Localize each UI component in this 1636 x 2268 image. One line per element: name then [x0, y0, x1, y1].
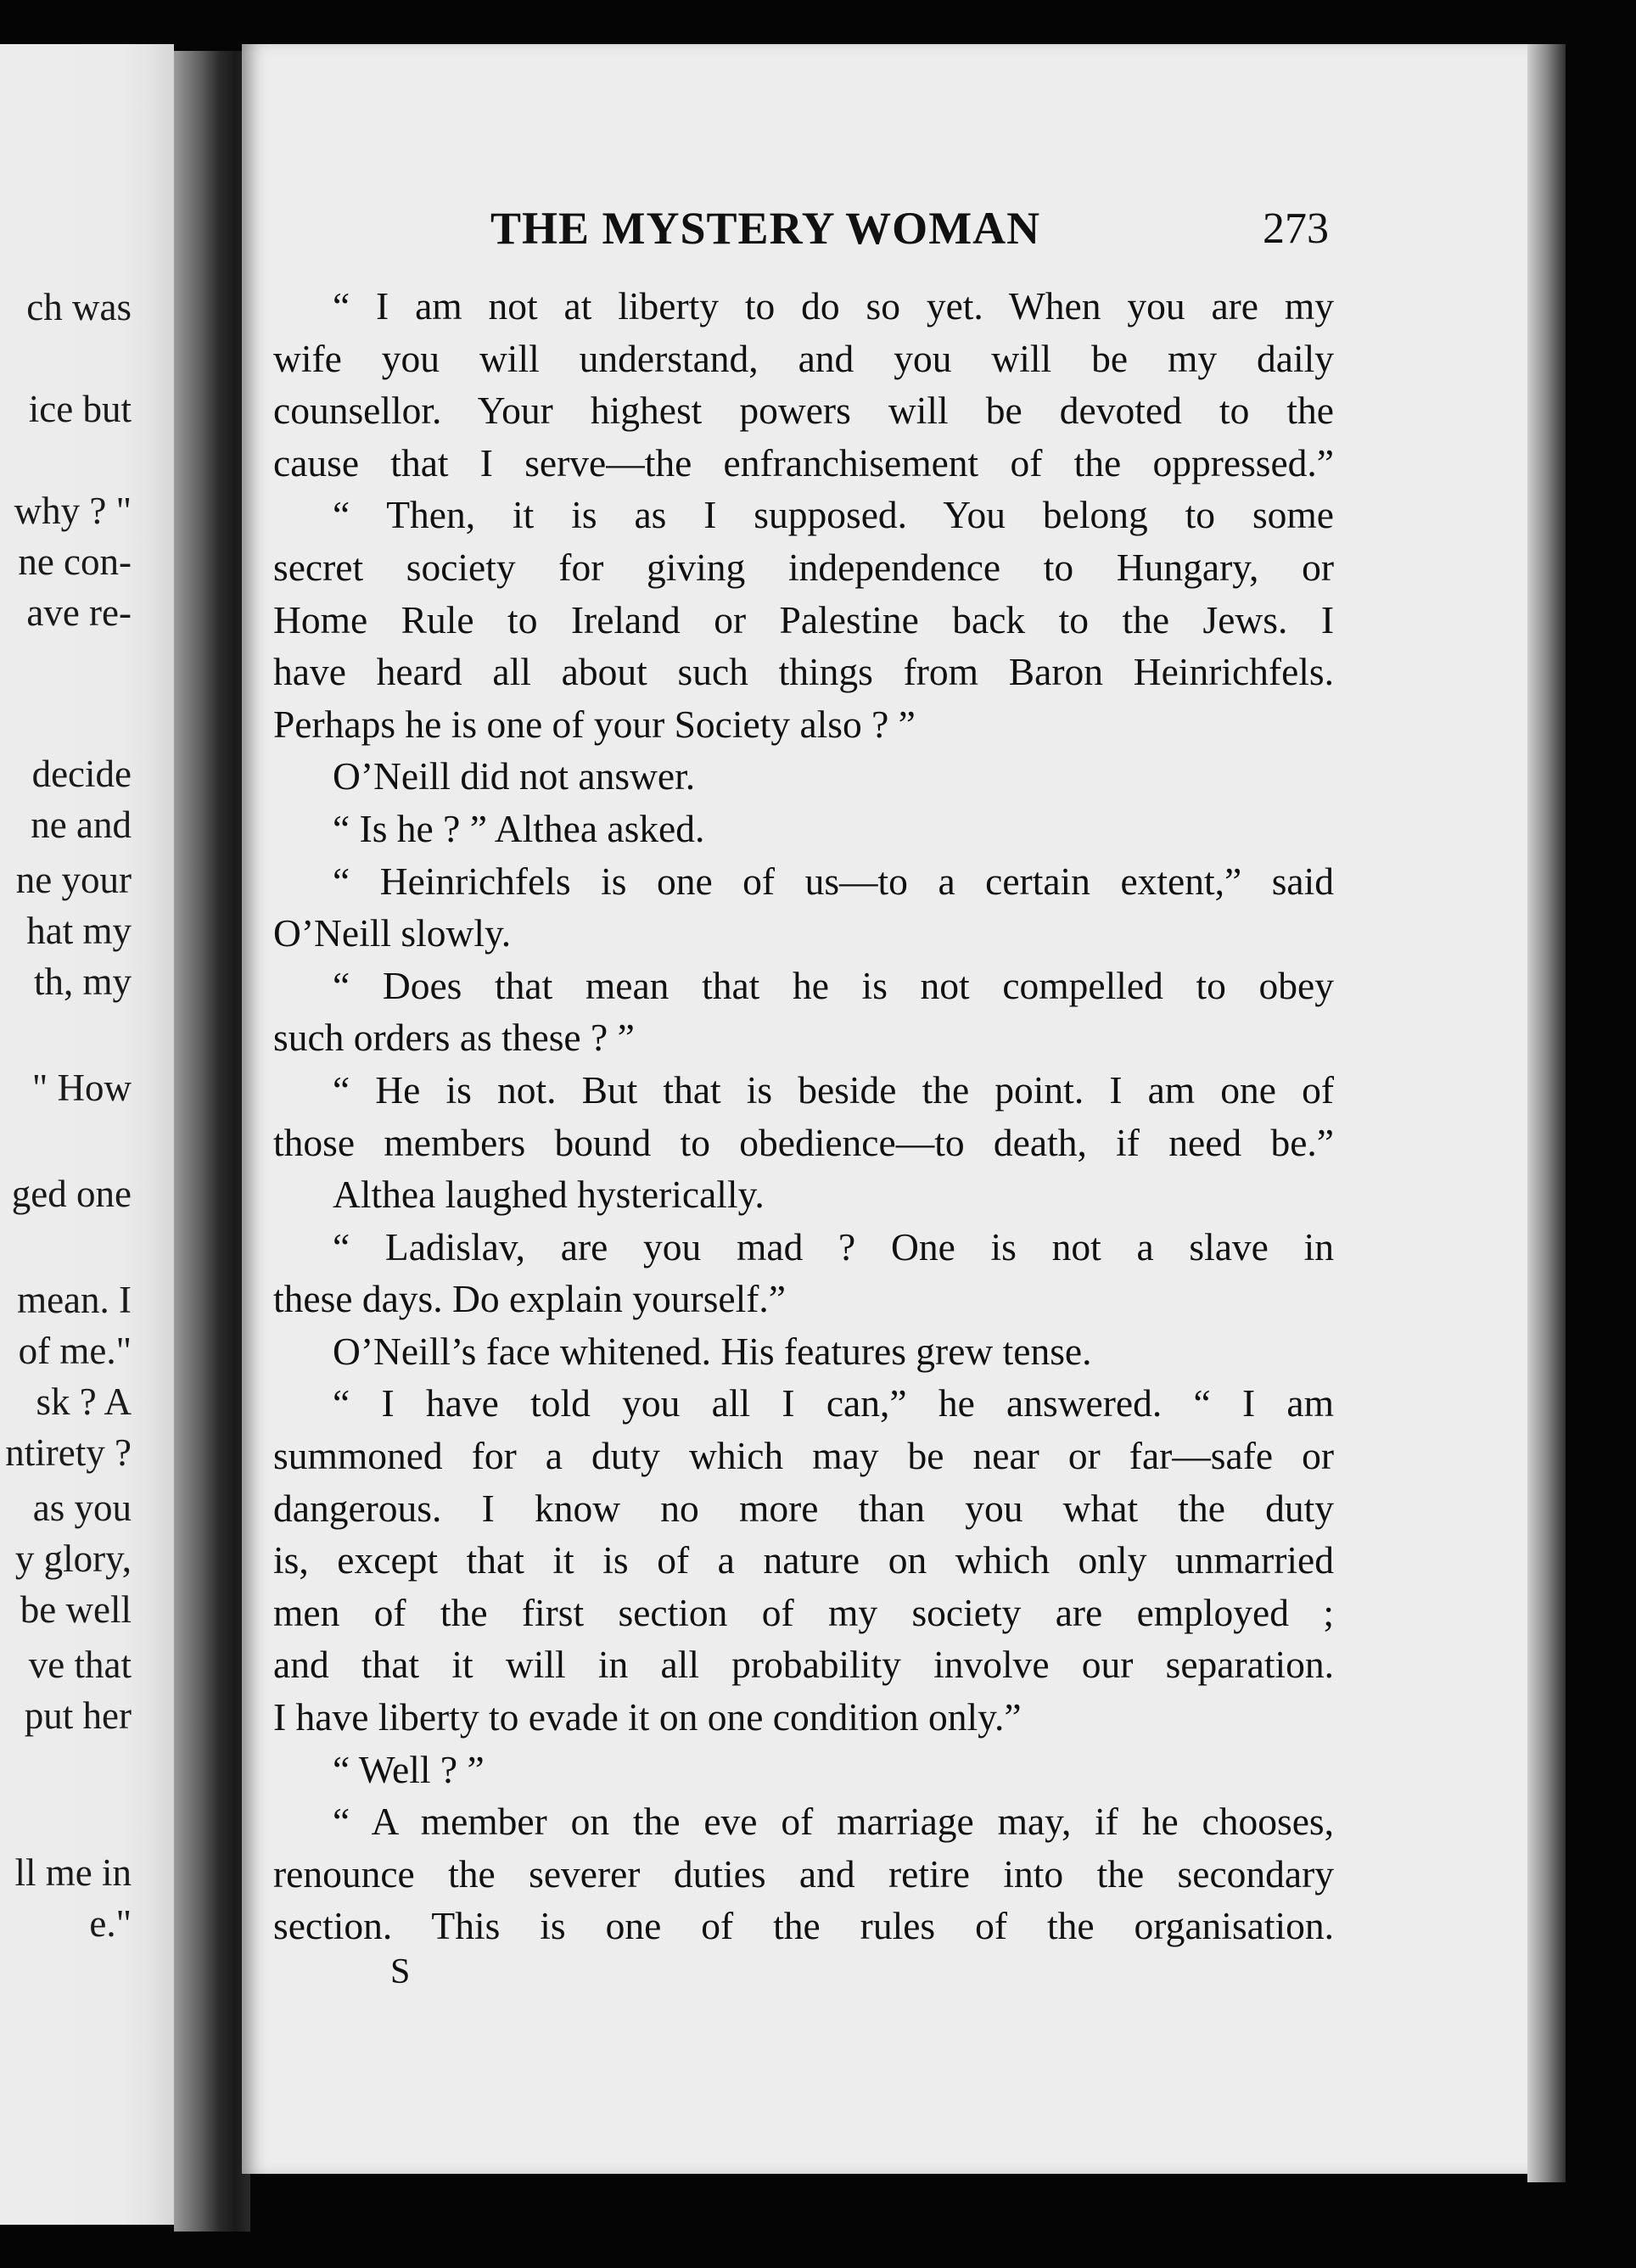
left-page-fragment: ave re-: [26, 591, 132, 634]
text-line: summoned for a duty which may be near or far—safe or: [273, 1434, 1334, 1478]
left-page-fragment: sk ? A: [36, 1380, 132, 1423]
text-line: secret society for giving independence to Hungary, or: [273, 545, 1334, 589]
page-number: 273: [1263, 204, 1329, 253]
text-line: Home Rule to Ireland or Palestine back to the Jews. I: [273, 597, 1334, 641]
text-line: and that it will in all probability involve our separation.: [273, 1643, 1334, 1687]
left-page-fragment: ntirety ?: [5, 1431, 132, 1474]
left-page-fragment: th, my: [33, 960, 132, 1003]
text-line: “ Heinrichfels is one of us—to a certain extent,” said: [333, 859, 1334, 903]
left-page-fragment: ch was: [26, 286, 132, 328]
text-line: cause that I serve—the enfranchisement of the oppressed.”: [273, 440, 1334, 484]
left-page-fragment: be well: [20, 1588, 132, 1631]
text-line: renounce the severer duties and retire into the secondary: [273, 1851, 1334, 1896]
running-head: THE MYSTERY WOMAN: [490, 203, 1041, 254]
text-line: “ I have told you all I can,” he answered. “ I am: [333, 1381, 1334, 1425]
text-line: “ He is not. But that is beside the point. I am one of: [333, 1067, 1334, 1112]
text-line: O’Neill did not answer.: [333, 754, 696, 798]
text-line: “ A member on the eve of marriage may, if he chooses,: [333, 1800, 1334, 1844]
left-page-fragment: ged one: [11, 1173, 132, 1215]
left-page-fragment: ll me in: [14, 1851, 132, 1894]
text-line: “ Is he ? ” Althea asked.: [333, 806, 705, 850]
text-line: section. This is one of the rules of the organisation.: [273, 1904, 1334, 1948]
left-page-fragment: ve that: [28, 1644, 132, 1686]
left-page-fragment: hat my: [26, 910, 132, 952]
signature-mark: S: [390, 1952, 411, 1991]
left-page-fragment: ne con-: [18, 540, 132, 583]
text-line: wife you will understand, and you will be my daily: [273, 336, 1334, 380]
text-line: those members bound to obedience—to death, if need be.”: [273, 1120, 1334, 1164]
text-line: “ I am not at liberty to do so yet. When you are my: [333, 284, 1334, 328]
text-line: “ Then, it is as I supposed. You belong to some: [333, 493, 1334, 537]
left-page-fragment: decide: [31, 753, 132, 795]
page-stack-edge: [1527, 44, 1566, 2182]
text-line: O’Neill’s face whitened. His features grew tense.: [333, 1329, 1092, 1373]
text-line: such orders as these ? ”: [273, 1016, 635, 1060]
left-page-fragment: ice but: [28, 388, 132, 430]
text-line: Althea laughed hysterically.: [333, 1173, 765, 1217]
left-page-fragment: why ? ": [14, 490, 132, 532]
text-line: these days. Do explain yourself.”: [273, 1277, 786, 1321]
left-page-fragment: e.": [89, 1902, 132, 1945]
left-page-fragment: of me.": [18, 1330, 132, 1372]
left-page-fragment: ne your: [15, 859, 132, 901]
text-line: men of the first section of my society are employed ;: [273, 1590, 1334, 1634]
text-line: have heard all about such things from Baron Heinrichfels.: [273, 650, 1334, 694]
text-line: “ Well ? ”: [333, 1747, 485, 1791]
left-page-fragment: put her: [24, 1694, 132, 1737]
left-page-fragment: ne and: [31, 804, 132, 846]
text-line: I have liberty to evade it on one condition only.”: [273, 1695, 1022, 1739]
left-facing-page: [0, 44, 174, 2225]
left-page-fragment: as you: [32, 1487, 132, 1529]
left-page-fragment: mean. I: [17, 1279, 132, 1321]
text-line: “ Ladislav, are you mad ? One is not a slave in: [333, 1224, 1334, 1268]
text-line: Perhaps he is one of your Society also ? ”: [273, 702, 916, 746]
left-page-fragment: y glory,: [14, 1537, 132, 1580]
left-page-fragment: " How: [31, 1067, 132, 1109]
text-line: O’Neill slowly.: [273, 911, 512, 955]
book-gutter-shadow: [174, 51, 250, 2232]
body-text: [273, 280, 1334, 1952]
text-line: dangerous. I know no more than you what the duty: [273, 1486, 1334, 1530]
text-line: is, except that it is of a nature on which only unmarried: [273, 1538, 1334, 1582]
text-line: counsellor. Your highest powers will be devoted to the: [273, 389, 1334, 433]
text-line: “ Does that mean that he is not compelled to obey: [333, 963, 1334, 1007]
